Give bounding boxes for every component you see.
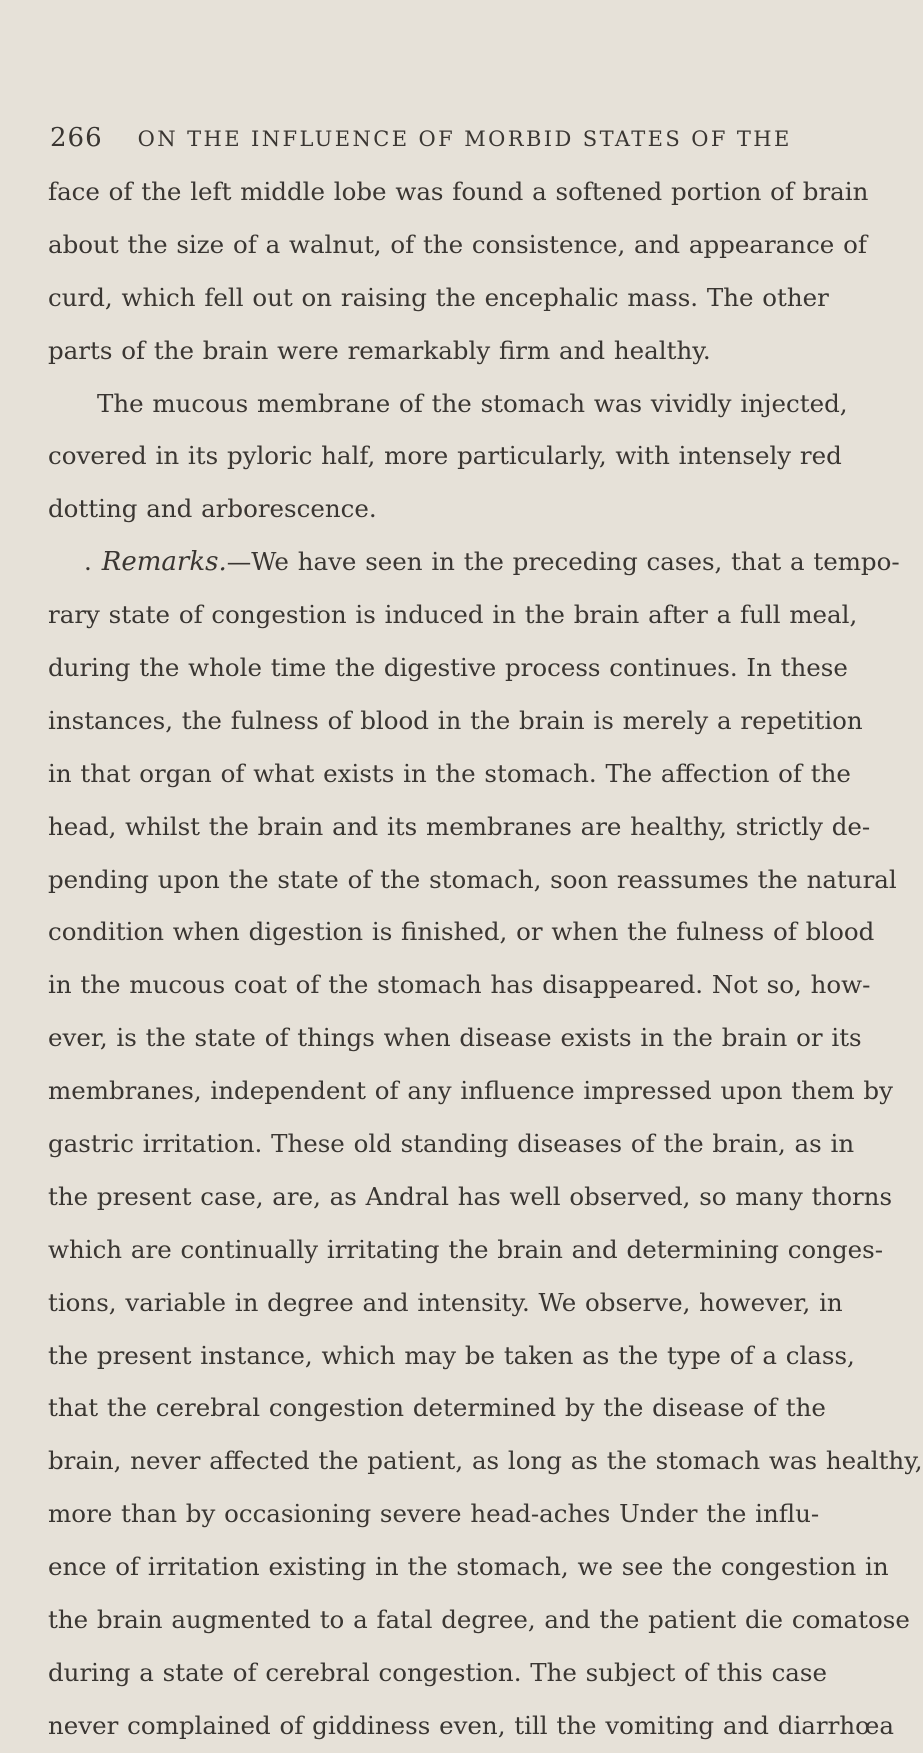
- remarks-line: [48, 536, 900, 589]
- text-line: rary state of congestion is induced in the brain after a full meal,: [48, 600, 858, 630]
- text-line: parts of the brain were remarkably firm and healthy.: [48, 335, 711, 365]
- text-line: curd, which fell out on raising the encephalic mass. The other: [48, 282, 829, 312]
- text-line: head, whilst the brain and its membranes are healthy, strictly de-: [48, 811, 871, 841]
- text-line: instances, the fulness of blood in the brain is merely a repetition: [48, 705, 863, 735]
- text-line: ever, is the state of things when disease exists in the brain or its: [48, 1023, 862, 1053]
- text-line: the present instance, which may be taken as the type of a class,: [48, 1340, 855, 1370]
- text-line: The mucous membrane of the stomach was vividly injected,: [97, 388, 848, 418]
- page-number: 266: [50, 123, 103, 153]
- text-line: tions, variable in degree and intensity. We observe, however, in: [48, 1287, 843, 1317]
- text-line: the brain augmented to a fatal degree, and the patient die comatose: [48, 1605, 910, 1635]
- text-line: during the whole time the digestive process continues. In these: [48, 653, 848, 683]
- text-line: during a state of cerebral congestion. The subject of this case: [48, 1657, 827, 1687]
- text-line: pending upon the state of the stomach, soon reassumes the natural: [48, 864, 897, 894]
- text-line: about the size of a walnut, of the consistence, and appearance of: [48, 229, 867, 259]
- text-line: the present case, are, as Andral has well observed, so many thorns: [48, 1181, 893, 1211]
- text-line: ence of irritation existing in the stomach, we see the congestion in: [48, 1552, 889, 1582]
- text-line: dotting and arborescence.: [48, 494, 377, 524]
- remarks-mark: .: [84, 547, 92, 577]
- remarks-text: —We have seen in the preceding cases, that a tempo-: [226, 547, 900, 577]
- text-line: that the cerebral congestion determined by the disease of the: [48, 1393, 826, 1423]
- text-line: more than by occasioning severe head-aches Under the influ-: [48, 1499, 820, 1529]
- text-line: gastric irritation. These old standing diseases of the brain, as in: [48, 1129, 855, 1159]
- text-line: in that organ of what exists in the stomach. The affection of the: [48, 758, 851, 788]
- remarks-heading: Remarks.: [101, 547, 227, 578]
- text-line: in the mucous coat of the stomach has disappeared. Not so, how-: [48, 970, 871, 1000]
- text-line: condition when digestion is finished, or when the fulness of blood: [48, 917, 875, 947]
- running-head: [50, 123, 792, 153]
- body-text: [48, 166, 923, 1753]
- text-line: brain, never affected the patient, as long as the stomach was healthy,: [48, 1446, 923, 1476]
- text-line: covered in its pyloric half, more particularly, with intensely red: [48, 441, 842, 471]
- text-line: which are continually irritating the brain and determining conges-: [48, 1234, 883, 1264]
- text-line: face of the left middle lobe was found a softened portion of brain: [48, 177, 869, 206]
- text-line: never complained of giddiness even, till the vomiting and diarrhœa: [48, 1710, 894, 1740]
- text-line: membranes, independent of any influence impressed upon them by: [48, 1076, 893, 1106]
- running-title: ON THE INFLUENCE OF MORBID STATES OF THE: [137, 127, 792, 151]
